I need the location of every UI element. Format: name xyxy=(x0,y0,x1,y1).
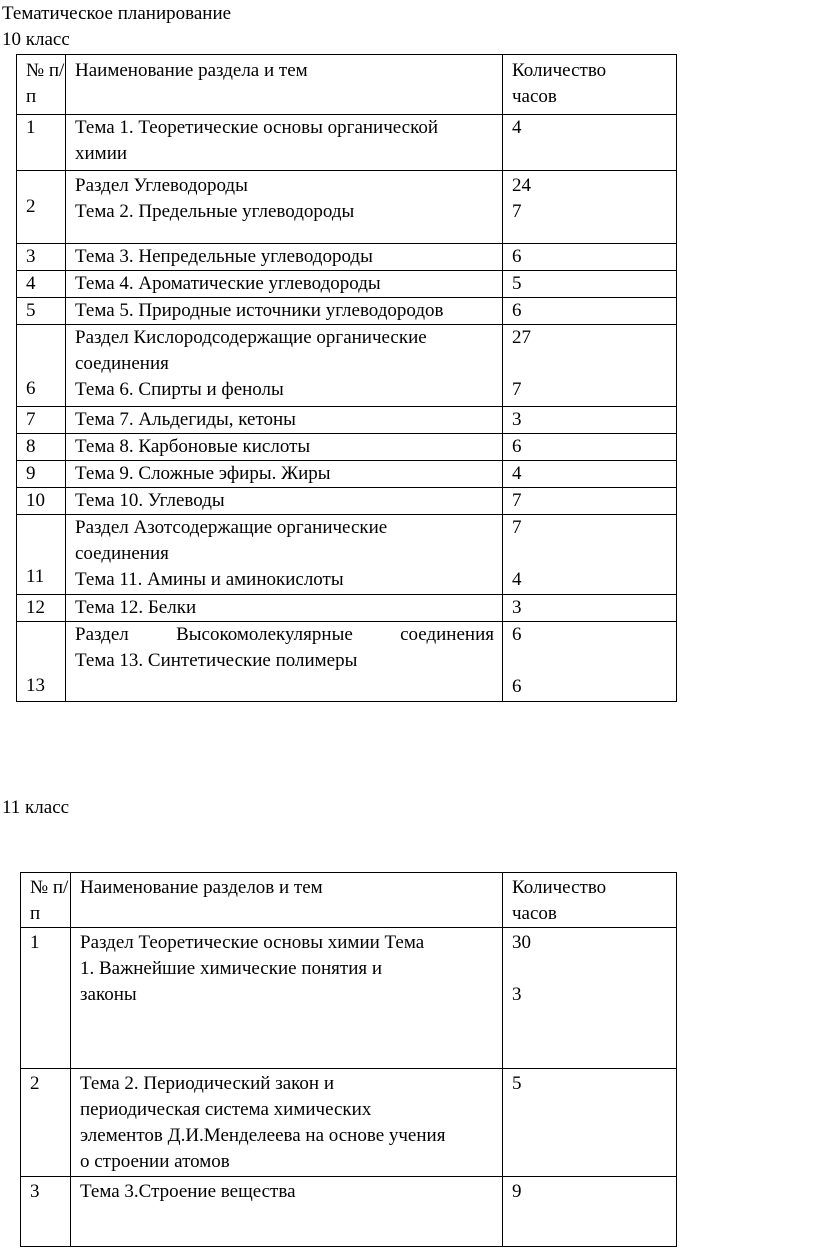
row-name: Тема 9. Сложные эфиры. Жиры xyxy=(66,461,503,488)
table-row xyxy=(21,1177,677,1247)
table-grade-10 xyxy=(16,54,677,702)
table-row xyxy=(17,595,677,622)
row-hours: 7 xyxy=(503,488,677,515)
table-row xyxy=(21,928,677,1069)
section-word: Раздел xyxy=(75,624,129,645)
row-hours: 24 7 xyxy=(503,171,677,244)
row-hours: 6 xyxy=(503,244,677,271)
header-num: № п/п xyxy=(21,873,71,928)
row-hours: 4 xyxy=(503,461,677,488)
row-num: 8 xyxy=(17,434,66,461)
row-num: 1 xyxy=(17,115,66,171)
header-num: № п/п xyxy=(17,55,66,115)
row-hours: 27 7 xyxy=(503,325,677,407)
row-hours: 5 xyxy=(503,271,677,298)
row-num: 12 xyxy=(17,595,66,622)
row-hours: 3 xyxy=(503,595,677,622)
table-row xyxy=(17,171,677,244)
row-name: Тема 3.Строение вещества xyxy=(71,1177,503,1247)
grade-11-label: 11 класс xyxy=(2,797,70,818)
row-name: Тема 5. Природные источники углеводородов xyxy=(66,298,503,325)
row-name: Тема 8. Карбоновые кислоты xyxy=(66,434,503,461)
row-num: 13 xyxy=(17,622,66,702)
row-num: 7 xyxy=(17,407,66,434)
row-hours: 6 6 xyxy=(503,622,677,702)
row-name: Раздел Азотсодержащие органические соединения Тема 11. Амины и аминокислоты xyxy=(66,515,503,595)
row-name: Тема 4. Ароматические углеводороды xyxy=(66,271,503,298)
row-num: 6 xyxy=(17,325,66,407)
section-line xyxy=(75,622,502,648)
row-num: 10 xyxy=(17,488,66,515)
table-grade-11 xyxy=(20,872,677,1247)
row-name: Тема 2. Периодический закон и периодическая система химических элементов Д.И.Менделеева на основе учения о строении атомов xyxy=(71,1069,503,1177)
table-row xyxy=(17,488,677,515)
table-row xyxy=(17,407,677,434)
grade-10-label: 10 класс xyxy=(2,29,70,50)
row-name: Раздел Высокомолекулярные соединения Тема 13. Синтетические полимеры xyxy=(66,622,503,702)
table-row xyxy=(17,622,677,702)
row-hours: 9 xyxy=(503,1177,677,1247)
table-row xyxy=(17,244,677,271)
row-hours: 6 xyxy=(503,298,677,325)
table-row xyxy=(17,115,677,171)
row-hours: 5 xyxy=(503,1069,677,1177)
table-row xyxy=(21,1069,677,1177)
header-hours: Количество часов xyxy=(503,873,677,928)
row-num: 3 xyxy=(21,1177,71,1247)
section-word: Высокомолекулярные xyxy=(176,624,353,645)
row-num: 5 xyxy=(17,298,66,325)
table-row xyxy=(17,298,677,325)
row-hours: 7 4 xyxy=(503,515,677,595)
row-name: Раздел Углеводороды Тема 2. Предельные углеводороды xyxy=(66,171,503,244)
row-num: 2 xyxy=(17,171,66,244)
row-num: 4 xyxy=(17,271,66,298)
row-num: 1 xyxy=(21,928,71,1069)
row-num: 11 xyxy=(17,515,66,595)
document-title: Тематическое планирование xyxy=(2,3,232,24)
table-header-row xyxy=(21,873,677,928)
table-row xyxy=(17,325,677,407)
row-name: Тема 7. Альдегиды, кетоны xyxy=(66,407,503,434)
row-name: Раздел Теоретические основы химии Тема 1. Важнейшие химические понятия и законы xyxy=(71,928,503,1069)
header-name: Наименование раздела и тем xyxy=(66,55,503,115)
table-row xyxy=(17,515,677,595)
row-num: 9 xyxy=(17,461,66,488)
table-row xyxy=(17,461,677,488)
row-name: Раздел Кислородсодержащие органические соединения Тема 6. Спирты и фенолы xyxy=(66,325,503,407)
header-name: Наименование разделов и тем xyxy=(71,873,503,928)
row-name: Тема 1. Теоретические основы органической химии xyxy=(66,115,503,171)
row-num: 3 xyxy=(17,244,66,271)
row-hours: 30 3 xyxy=(503,928,677,1069)
header-hours: Количество часов xyxy=(503,55,677,115)
table-header-row xyxy=(17,55,677,115)
row-hours: 6 xyxy=(503,434,677,461)
table-row xyxy=(17,434,677,461)
table-row xyxy=(17,271,677,298)
row-name: Тема 10. Углеводы xyxy=(66,488,503,515)
section-word: соединения xyxy=(400,624,494,645)
row-name: Тема 3. Непредельные углеводороды xyxy=(66,244,503,271)
row-num: 2 xyxy=(21,1069,71,1177)
row-hours: 4 xyxy=(503,115,677,171)
row-name: Тема 12. Белки xyxy=(66,595,503,622)
row-hours: 3 xyxy=(503,407,677,434)
